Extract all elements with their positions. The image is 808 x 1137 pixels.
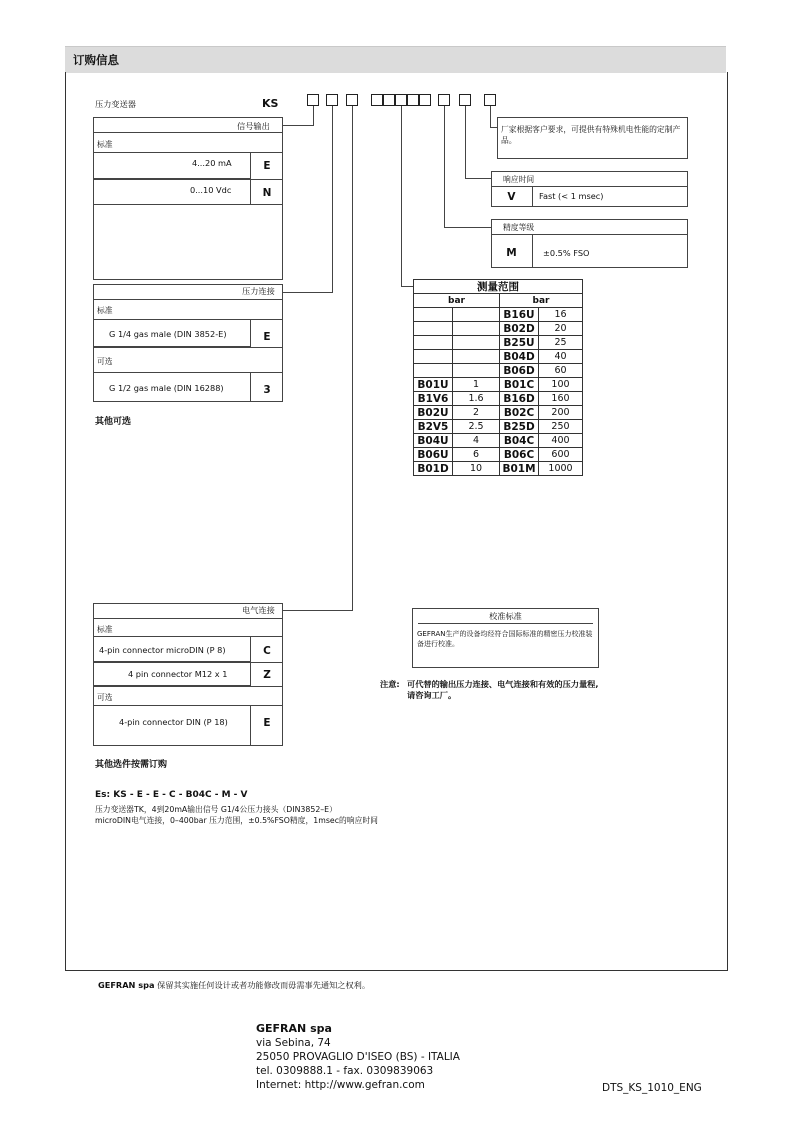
accuracy-label: ±0.5% FSO — [543, 248, 590, 258]
range-row — [414, 350, 583, 364]
notice-line1: 可代替的输出压力连接、电气连接和有效的压力量程, — [407, 679, 599, 689]
range-value: 100 — [539, 378, 583, 392]
calibration-text: GEFRAN生产的设备均经符合国际标准的精密压力校准装备进行校准。 — [417, 630, 593, 648]
signal-option-code: N — [262, 187, 272, 199]
range-code — [414, 350, 453, 364]
electrical-option-label: 4 pin connector M12 x 1 — [128, 669, 228, 679]
response-time-title: 响应时间 — [503, 175, 535, 184]
section-title: 订购信息 — [73, 53, 119, 67]
rights-notice — [98, 980, 370, 991]
pressure-option-code: E — [263, 331, 271, 343]
measuring-range-title: 测量范围 — [414, 280, 583, 294]
range-value — [453, 364, 500, 378]
range-row — [414, 462, 583, 476]
range-value: 40 — [539, 350, 583, 364]
pressure-option-code: 3 — [263, 384, 271, 396]
range-value — [453, 350, 500, 364]
company-address2: 25050 PROVAGLIO D'ISEO (BS) - ITALIA — [256, 1051, 460, 1063]
range-code: B06D — [500, 364, 539, 378]
product-code: KS — [262, 97, 279, 110]
signal-output-title: 信号输出 — [237, 121, 270, 131]
example-line2: microDIN电气连接，0–400bar 压力范围，±0.5%FSO精度，1msec的响应时间 — [95, 816, 378, 825]
range-value: 1.6 — [453, 392, 500, 406]
signal-output-group-std: 标准 — [97, 140, 113, 149]
range-value: 25 — [539, 336, 583, 350]
document-id: DTS_KS_1010_ENG — [602, 1082, 702, 1094]
range-code: B1V6 — [414, 392, 453, 406]
range-row — [414, 434, 583, 448]
electrical-option-label: 4-pin connector microDIN (P 8) — [99, 645, 226, 655]
range-code: B01C — [500, 378, 539, 392]
signal-option-label: 4...20 mA — [192, 158, 232, 168]
notice-line2: 请咨询工厂。 — [407, 690, 457, 700]
other-options-label: 其他可选 — [95, 417, 132, 427]
range-code: B01D — [414, 462, 453, 476]
range-value — [453, 308, 500, 322]
range-code: B04D — [500, 350, 539, 364]
range-code — [414, 308, 453, 322]
range-row — [414, 364, 583, 378]
range-code: B02U — [414, 406, 453, 420]
custom-note-text: 厂家根据客户要求，可提供有特殊机电性能的定制产品。 — [501, 125, 681, 145]
range-code — [414, 364, 453, 378]
range-code: B04U — [414, 434, 453, 448]
example-line1: 压力变送器TK，4到20mA输出信号 G1/4公压力接头（DIN3852–E） — [95, 805, 337, 814]
other-on-request-label: 其他选件按需订购 — [95, 760, 168, 770]
range-code: B01M — [500, 462, 539, 476]
notice-label: 注意: — [380, 679, 400, 689]
response-time-label: Fast (< 1 msec) — [539, 191, 604, 201]
measuring-range-table — [413, 279, 583, 476]
range-row — [414, 448, 583, 462]
range-code: B25D — [500, 420, 539, 434]
pressure-connection-title: 压力连接 — [242, 286, 275, 296]
range-value: 400 — [539, 434, 583, 448]
electrical-option-code: Z — [263, 669, 271, 681]
company-address1: via Sebina, 74 — [256, 1037, 331, 1049]
range-value — [453, 336, 500, 350]
pressure-option-label: G 1/4 gas male (DIN 3852-E) — [109, 329, 227, 339]
range-value: 2 — [453, 406, 500, 420]
range-row — [414, 336, 583, 350]
electrical-option-code: C — [263, 645, 271, 657]
range-code: B04C — [500, 434, 539, 448]
range-value: 250 — [539, 420, 583, 434]
signal-option-code: E — [263, 160, 271, 172]
range-code: B25U — [500, 336, 539, 350]
company-internet-link[interactable]: Internet: http://www.gefran.com — [256, 1079, 425, 1091]
range-row — [414, 322, 583, 336]
range-code: B16D — [500, 392, 539, 406]
electrical-option-label: 4-pin connector DIN (P 18) — [119, 717, 228, 727]
range-value: 1000 — [539, 462, 583, 476]
range-code: B16U — [500, 308, 539, 322]
range-value: 60 — [539, 364, 583, 378]
electrical-group-opt: 可选 — [97, 693, 113, 702]
range-code: B02C — [500, 406, 539, 420]
electrical-group-std: 标准 — [97, 625, 113, 634]
pressure-group-std: 标准 — [97, 306, 113, 315]
product-label: 压力变送器 — [95, 99, 136, 109]
range-code: B06U — [414, 448, 453, 462]
range-value — [453, 322, 500, 336]
rights-text: 保留其实施任何设计或者功能修改而毋需事先通知之权利。 — [157, 980, 371, 990]
accuracy-title: 精度等级 — [503, 223, 535, 232]
range-value: 600 — [539, 448, 583, 462]
electrical-connection-title: 电气连接 — [242, 605, 275, 615]
company-phone: tel. 0309888.1 - fax. 0309839063 — [256, 1065, 434, 1077]
range-value: 4 — [453, 434, 500, 448]
range-code: B06C — [500, 448, 539, 462]
example-code: Es: KS - E - E - C - B04C - M - V — [95, 790, 248, 800]
accuracy-code: M — [506, 247, 517, 259]
range-row — [414, 420, 583, 434]
section-header — [65, 46, 726, 73]
signal-option-label: 0...10 Vdc — [190, 185, 232, 195]
unit-header: bar — [500, 294, 583, 308]
range-code — [414, 322, 453, 336]
range-value: 160 — [539, 392, 583, 406]
unit-header: bar — [414, 294, 500, 308]
range-value: 1 — [453, 378, 500, 392]
rights-brand: GEFRAN spa — [98, 980, 155, 990]
range-row — [414, 378, 583, 392]
range-value: 2.5 — [453, 420, 500, 434]
range-row — [414, 406, 583, 420]
range-value: 20 — [539, 322, 583, 336]
range-row — [414, 308, 583, 322]
range-row — [414, 392, 583, 406]
calibration-title: 校准标准 — [489, 611, 522, 621]
range-code — [414, 336, 453, 350]
range-value: 10 — [453, 462, 500, 476]
response-time-code: V — [507, 191, 516, 203]
range-code: B01U — [414, 378, 453, 392]
pressure-group-opt: 可选 — [97, 357, 113, 366]
company-name: GEFRAN spa — [256, 1022, 332, 1035]
range-code: B2V5 — [414, 420, 453, 434]
electrical-option-code: E — [263, 717, 271, 729]
range-value: 16 — [539, 308, 583, 322]
range-value: 200 — [539, 406, 583, 420]
pressure-option-label: G 1/2 gas male (DIN 16288) — [109, 383, 224, 393]
range-value: 6 — [453, 448, 500, 462]
range-code: B02D — [500, 322, 539, 336]
